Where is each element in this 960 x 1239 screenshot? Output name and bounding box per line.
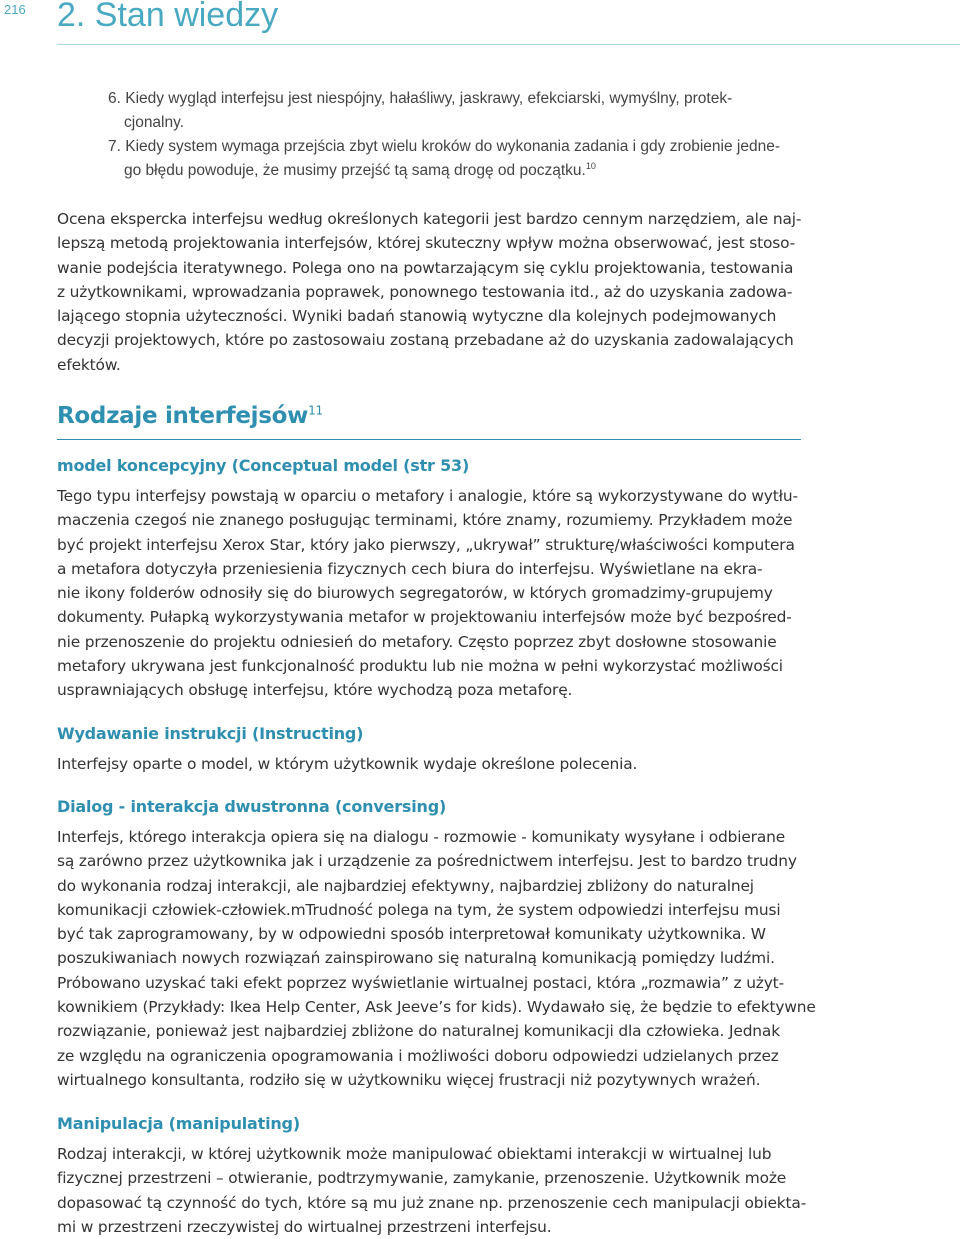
intro-paragraph (57, 207, 805, 377)
paragraph-line: fizycznej przestrzeni – otwieranie, podtrzymywanie, zamykanie, przenoszenie. Użytkownik może (57, 1169, 787, 1188)
paragraph-line: są zarówno przez użytkownika jak i urządzenie za pośrednictwem interfejsu. Jest to bardzo trudny (57, 852, 797, 871)
paragraph-line: być projekt interfejsu Xerox Star, który jako pierwszy, „ukrywał” strukturę/właściwości komputera (57, 535, 795, 554)
paragraph-line: nie ikony folderów odnosiły się do biurowych segregatorów, w których gromadzimy-grupujemy (57, 584, 773, 603)
paragraph-line: decyzji projektowych, które po zastosowaiu zostaną przebadane aż do uzyskania zadowalających (57, 331, 794, 350)
paragraph-line: mi w przestrzeni rzeczywistej do wirtualnej przestrzeni interfejsu. (57, 1217, 552, 1236)
paragraph-line: z użytkownikami, wprowadzania poprawek, ponownego testowania itd., aż do uzyskania zadowa- (57, 282, 793, 301)
paragraph-line: lepszą metodą projektowania interfejsów, której skuteczny wpływ można obserwować, jest stoso- (57, 234, 796, 253)
list-item-7 (108, 135, 808, 183)
footnote-ref[interactable]: 11 (308, 403, 323, 418)
subheading-manipulating: Manipulacja (manipulating) (57, 1114, 300, 1133)
paragraph-line: usprawniających obsługę interfejsu, które wychodzą poza metaforę. (57, 681, 573, 700)
section-rule (57, 439, 801, 440)
list-item-line: 6. Kiedy wygląd interfejsu jest niespójny, hałaśliwy, jaskrawy, efekciarski, wymyślny, protek- (108, 90, 733, 107)
subheading-conceptual: model koncepcyjny (Conceptual model (str 53) (57, 456, 470, 475)
numbered-list (108, 87, 808, 183)
instructing-paragraph (57, 752, 805, 776)
subheading-conversing: Dialog - interakcja dwustronna (conversing) (57, 797, 447, 816)
list-item-line: 7. Kiedy system wymaga przejścia zbyt wielu kroków do wykonania zadania i gdy zrobienie jedne- (108, 138, 780, 155)
footnote-ref[interactable]: 10 (585, 160, 596, 171)
paragraph-line: wanie podejścia iteratywnego. Polega ono na powtarzającym się cyklu projektowania, testowania (57, 258, 794, 277)
paragraph-line: dopasować tą czynność do tych, które są mu już znane np. przenoszenie cech manipulacji obiekta- (57, 1193, 807, 1212)
subheading-instructing: Wydawanie instrukcji (Instructing) (57, 724, 364, 743)
paragraph-line: do wykonania rodzaj interakcji, ale najbardziej efektywny, najbardziej zbliżony do naturalnej (57, 876, 754, 895)
paragraph-line: maczenia czegoś nie znanego posługując terminami, które znamy, rozumiemy. Przykładem może (57, 511, 793, 530)
paragraph-line: Tego typu interfejsy powstają w oparciu o metafory i analogie, które są wykorzystywane do wytłu- (57, 487, 798, 505)
paragraph-line: Interfejsy oparte o model, w którym użytkownik wydaje określone polecenia. (57, 755, 638, 773)
chapter-title: 2. Stan wiedzy (57, 0, 279, 34)
conversing-paragraph (57, 825, 816, 1092)
paragraph-line: rozwiązanie, ponieważ jest najbardziej zbliżone do naturalnej komunikacji dla człowieka. Jednak (57, 1022, 780, 1041)
list-item-line (108, 159, 808, 183)
paragraph-line: poszukiwaniach nowych rozwiązań zainspirowano się naturalną komunikacją pomiędzy ludźmi. (57, 949, 775, 968)
paragraph-line: Interfejs, którego interakcja opiera się na dialogu - rozmowie - komunikaty wysyłane i odbierane (57, 828, 786, 846)
paragraph-line: Rodzaj interakcji, w której użytkownik może manipulować obiektami interakcji w wirtualnej lub (57, 1145, 772, 1163)
paragraph-line: metafory ukrywana jest funkcjonalność produktu lub nie można w pełni wykorzystać możliwości (57, 657, 783, 676)
paragraph-line: dokumenty. Pułapką wykorzystywania metafor w projektowaniu interfejsów może być bezpośred- (57, 608, 792, 627)
list-item-text: go błędu powoduje, że musimy przejść tą samą drogę od początku. (124, 162, 586, 179)
section-title (57, 403, 323, 429)
paragraph-line: nie przenoszenie do projektu odniesień do metafory. Często poprzez zbyt dosłowne stosowanie (57, 632, 777, 651)
header-rule (57, 44, 960, 45)
paragraph-line: a metafora dotyczyła przeniesienia fizycznych cech biura do interfejsu. Wyświetlane na ekra- (57, 559, 763, 578)
conceptual-paragraph (57, 484, 805, 703)
paragraph-line: Ocena ekspercka interfejsu według określonych kategorii jest bardzo cennym narzędziem, ale naj- (57, 210, 802, 228)
paragraph-line: komunikacji człowiek-człowiek.mTrudność polega na tym, że system odpowiedzi interfejsu musi (57, 900, 781, 919)
list-item-6 (108, 87, 808, 135)
manipulating-paragraph (57, 1142, 805, 1239)
paragraph-line: efektów. (57, 355, 121, 374)
page-number: 216 (4, 2, 26, 17)
paragraph-line: kownikiem (Przykłady: Ikea Help Center, Ask Jeeve’s for kids). Wydawało się, że będzie to efektywne (57, 998, 816, 1017)
paragraph-line: wirtualnego konsultanta, rodziło się w użytkowniku więcej frustracji niż pozytywnych wrażeń. (57, 1070, 761, 1089)
section-title-text: Rodzaje interfejsów (57, 403, 309, 429)
paragraph-line: lającego stopnia użyteczności. Wyniki badań stanowią wytyczne dla kolejnych podejmowanych (57, 307, 777, 326)
paragraph-line: być tak zaprogramowany, by w odpowiedni sposób interpretował komunikaty użytkownika. W (57, 925, 766, 944)
paragraph-line: ze względu na ograniczenia opogramowania i możliwości doboru odpowiedzi udzielanych przez (57, 1046, 779, 1065)
paragraph-line: Próbowano uzyskać taki efekt poprzez wyświetlanie wirtualnej postaci, która „rozmawia” z użyt- (57, 973, 784, 992)
list-item-line: cjonalny. (124, 114, 185, 131)
